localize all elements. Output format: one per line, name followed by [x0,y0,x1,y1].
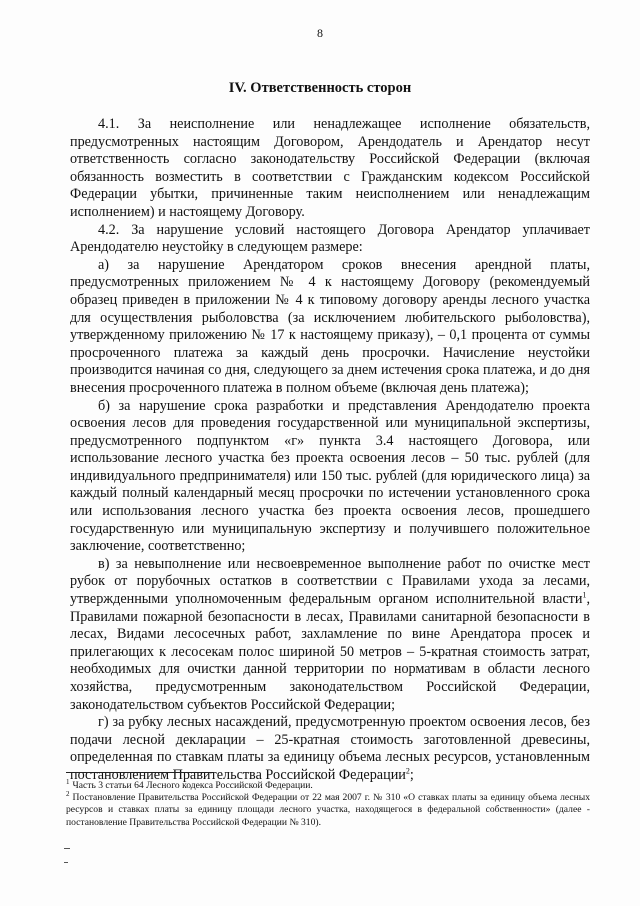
footnote-ref-2: 2 [405,766,410,776]
footnote-2-text: Постановление Правительства Российской Федерации от 22 мая 2007 г. № 310 «О ставках платы за единицу объема лесных ресурсов и ставках платы за единицу площади лесного участка, находящегося в федеральной собственности» (далее - постановление Правительства Российской Федерации № 310). [66,792,590,828]
paragraph-d [70,714,590,784]
footnote-1-text: Часть 3 статьи 64 Лесного кодекса Российской Федерации. [72,780,313,791]
footnote-divider [66,772,214,773]
footnote-ref-1: 1 [582,590,587,600]
footnote-2 [66,792,590,829]
paragraph-4-1: 4.1. За неисполнение или ненадлежащее исполнение обязательств, предусмотренных настоящим Договором, Арендодатель и Арендатор несут ответственность согласно законодательству Российской Федерации (включая обязанность возместить в соответствии с Гражданским кодексом Российской Федерации убытки, причиненные таким неисполнением или ненадлежащим исполнением) и настоящему Договору. [70,116,590,220]
paragraph-c-text: в) за невыполнение или несвоевременное выполнение работ по очистке мест рубок от порубочных остатков в соответствии с Правилами ухода за лесами, утвержденными уполномоченным федеральным органом исполнительной власти [70,555,590,608]
paragraph-b: б) за нарушение срока разработки и представления Арендодателю проекта освоения лесов для проведения государственной или муниципальной экспертизы, предусмотренного подпунктом «г» пункта 3.4 настоящего Договора, или использование лесного участка без проекта освоения лесов – 50 тыс. рублей (для индивидуального предпринимателя) или 150 тыс. рублей (для юридического лица) за каждый полный календарный месяц просрочки по истечении установленного срока или использования лесного участка без проекта освоения лесов, прошедшего государственную или муниципальную экспертизу и получившего положительное заключение, соответственно; [70,397,590,555]
footnote-1 [66,777,590,792]
paragraph-c [70,556,590,714]
section-title: IV. Ответственность сторон [228,80,412,96]
paragraph-d-tail: ; [409,766,414,783]
paragraph-d-text: г) за рубку лесных насаждений, предусмотренную проектом освоения лесов, без подачи лесной декларации – 25-кратная стоимость заготовленной древесины, определенная по ставкам платы за единицу объема лесных ресурсов, установленным постановлением Правительства Российской Федерации [70,714,590,783]
paragraph-c-tail: , Правилами пожарной безопасности в лесах, Правилами санитарной безопасности в лесах, Видами лесосечных работ, захламление по вине Арендатора просек и прилегающих к лесосекам полос шириной 50 метров – 5-кратная стоимость затрат, необходимых для очистки данной территории по нормативам в области лесного хозяйства, предусмотренным законодательством Российской Федерации, законодательством субъектов Российской Федерации; [70,591,590,713]
paragraph-4-2: 4.2. За нарушение условий настоящего Договора Арендатор уплачивает Арендодателю неустойку в следующем размере: [70,221,590,256]
document-body [70,116,590,785]
footnote-1-mark: 1 [66,777,70,786]
page-number: 8 [317,26,323,40]
scan-artifact [64,862,68,863]
paragraph-a: а) за нарушение Арендатором сроков внесения арендной платы, предусмотренных приложением № 4 к настоящему Договору (рекомендуемый образец приведен в приложении № 4 к типовому договору аренды лесного участка для осуществления рыболовства (за исключением любительского рыболовства), утвержденному приложению № 17 к настоящему приказу), – 0,1 процента от суммы просроченного платежа за каждый день просрочки. Начисление неустойки производится начиная со дня, следующего за днем истечения срока платежа, и до дня внесения просроченного платежа в полном объеме (включая день платежа); [70,256,590,396]
scan-artifact [64,848,70,849]
footnote-2-mark: 2 [66,790,70,799]
footnotes [66,777,590,829]
